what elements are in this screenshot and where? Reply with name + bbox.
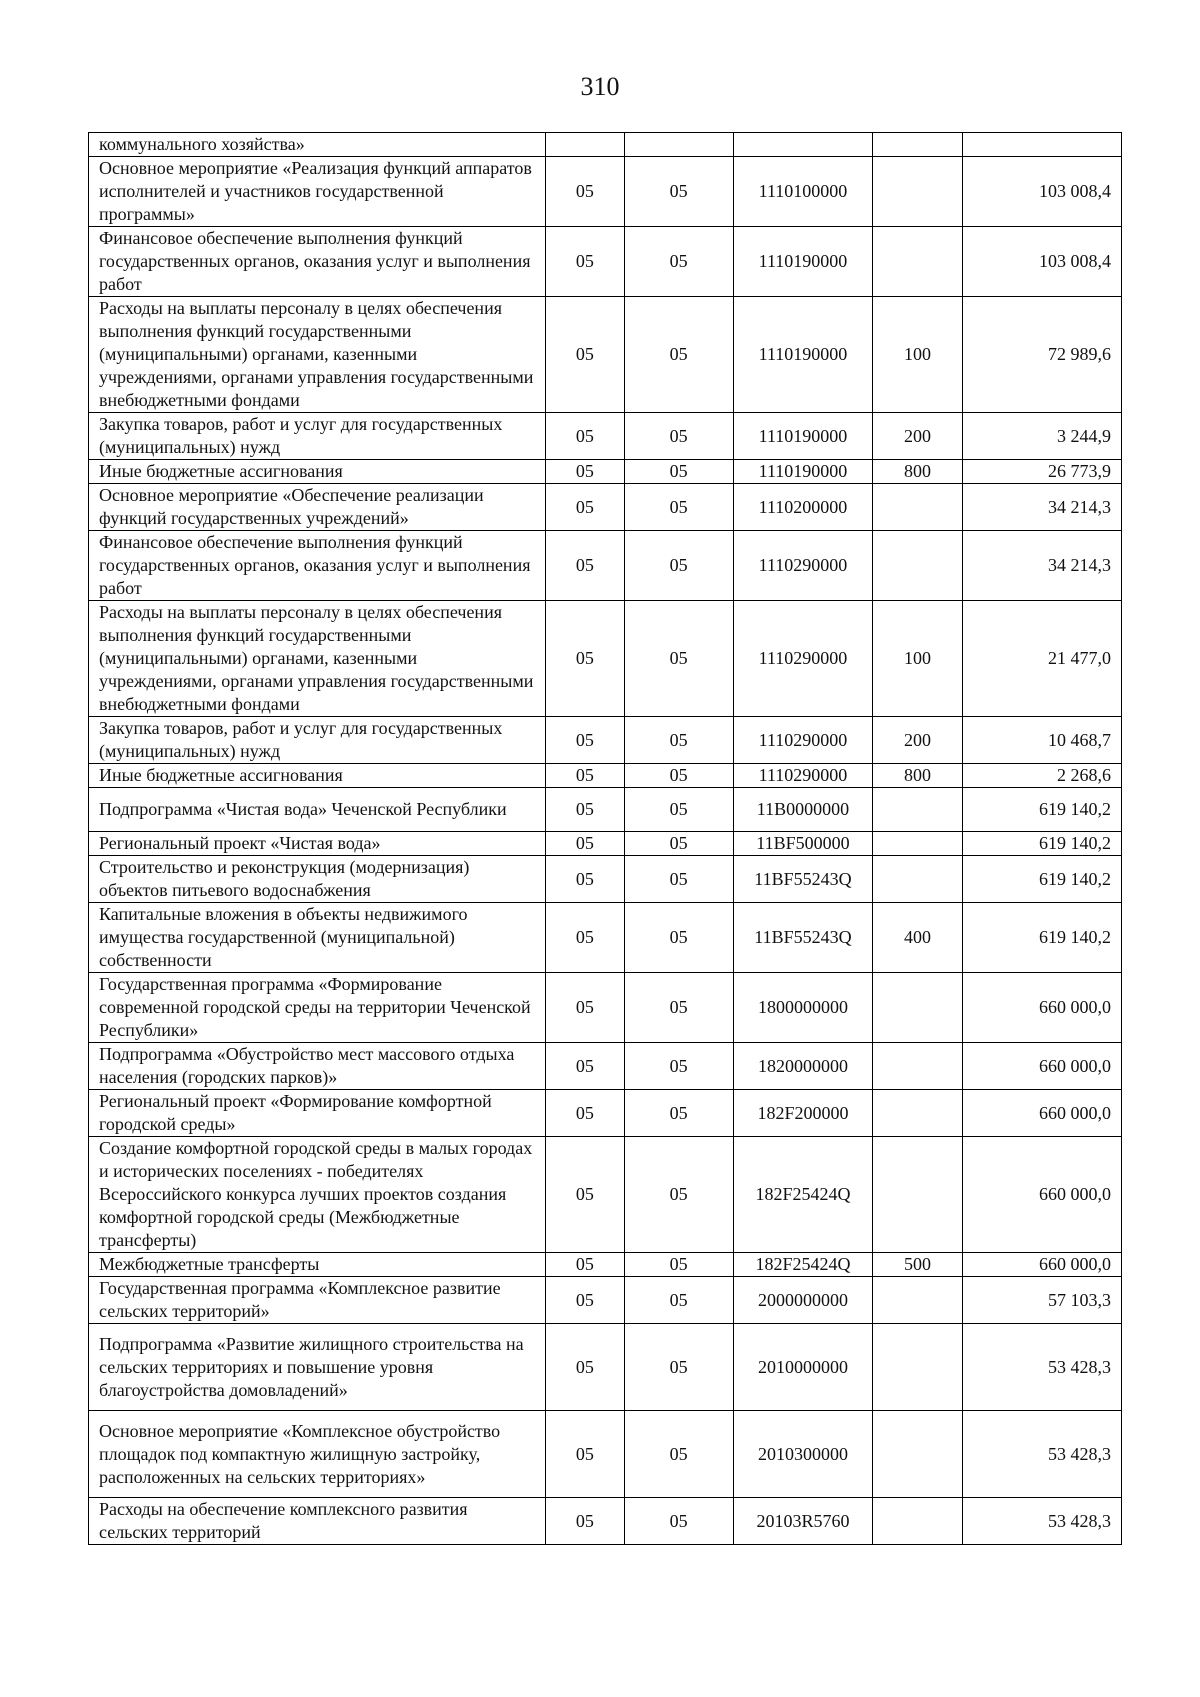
table-row <box>89 531 1122 601</box>
row-amount-cell: 619 140,2 <box>962 903 1121 973</box>
row-name-cell: Расходы на выплаты персоналу в целях обеспечения выполнения функций государственными (муниципальными) органами, казенными учреждениями, органами управления государственными внебюджетными фондами <box>89 297 546 413</box>
row-amount-cell: 26 773,9 <box>962 460 1121 484</box>
row-expense-type-cell <box>873 1411 962 1498</box>
budget-table-body <box>89 133 1122 1545</box>
table-row <box>89 1253 1122 1277</box>
row-subsection-cell: 05 <box>624 460 733 484</box>
table-row <box>89 832 1122 856</box>
row-expense-type-cell <box>873 1043 962 1090</box>
row-section-cell: 05 <box>546 1137 625 1253</box>
row-subsection-cell: 05 <box>624 413 733 460</box>
row-expense-type-cell <box>873 1090 962 1137</box>
row-target-article-cell: 1110290000 <box>733 717 873 764</box>
row-expense-type-cell <box>873 133 962 157</box>
row-subsection-cell: 05 <box>624 764 733 788</box>
row-subsection-cell: 05 <box>624 1411 733 1498</box>
row-name-cell: Капитальные вложения в объекты недвижимого имущества государственной (муниципальной) собственности <box>89 903 546 973</box>
budget-table <box>88 132 1122 1545</box>
row-target-article-cell: 11ВF55243Q <box>733 856 873 903</box>
row-target-article-cell: 1110100000 <box>733 157 873 227</box>
row-amount-cell: 660 000,0 <box>962 1137 1121 1253</box>
row-expense-type-cell <box>873 832 962 856</box>
row-amount-cell: 72 989,6 <box>962 297 1121 413</box>
row-target-article-cell: 1110200000 <box>733 484 873 531</box>
table-row <box>89 903 1122 973</box>
row-target-article-cell: 182F25424Q <box>733 1137 873 1253</box>
row-amount-cell: 103 008,4 <box>962 157 1121 227</box>
row-name-cell: Региональный проект «Формирование комфортной городской среды» <box>89 1090 546 1137</box>
row-subsection-cell: 05 <box>624 832 733 856</box>
row-target-article-cell: 1110290000 <box>733 531 873 601</box>
row-amount-cell: 57 103,3 <box>962 1277 1121 1324</box>
row-target-article-cell: 11ВF55243Q <box>733 903 873 973</box>
row-section-cell: 05 <box>546 460 625 484</box>
row-target-article-cell: 2000000000 <box>733 1277 873 1324</box>
row-section-cell: 05 <box>546 717 625 764</box>
row-section-cell: 05 <box>546 157 625 227</box>
table-row <box>89 1043 1122 1090</box>
row-subsection-cell: 05 <box>624 1324 733 1411</box>
table-row <box>89 856 1122 903</box>
row-name-cell: коммунального хозяйства» <box>89 133 546 157</box>
row-amount-cell <box>962 133 1121 157</box>
table-row <box>89 1498 1122 1545</box>
row-section-cell: 05 <box>546 788 625 832</box>
row-amount-cell: 619 140,2 <box>962 856 1121 903</box>
row-section-cell: 05 <box>546 531 625 601</box>
row-expense-type-cell <box>873 1277 962 1324</box>
row-name-cell: Финансовое обеспечение выполнения функций государственных органов, оказания услуг и выполнения работ <box>89 531 546 601</box>
row-name-cell: Иные бюджетные ассигнования <box>89 460 546 484</box>
row-expense-type-cell <box>873 1324 962 1411</box>
row-amount-cell: 660 000,0 <box>962 1043 1121 1090</box>
table-row <box>89 1324 1122 1411</box>
table-row <box>89 413 1122 460</box>
row-expense-type-cell <box>873 973 962 1043</box>
row-name-cell: Основное мероприятие «Комплексное обустройство площадок под компактную жилищную застройку, расположенных на сельских территориях» <box>89 1411 546 1498</box>
row-amount-cell: 34 214,3 <box>962 531 1121 601</box>
row-subsection-cell: 05 <box>624 297 733 413</box>
row-expense-type-cell <box>873 531 962 601</box>
row-expense-type-cell: 400 <box>873 903 962 973</box>
row-name-cell: Региональный проект «Чистая вода» <box>89 832 546 856</box>
table-row <box>89 133 1122 157</box>
row-amount-cell: 53 428,3 <box>962 1498 1121 1545</box>
row-target-article-cell: 182F200000 <box>733 1090 873 1137</box>
table-row <box>89 1411 1122 1498</box>
row-target-article-cell: 1110290000 <box>733 764 873 788</box>
row-expense-type-cell <box>873 1137 962 1253</box>
table-row <box>89 1137 1122 1253</box>
row-section-cell: 05 <box>546 413 625 460</box>
row-subsection-cell: 05 <box>624 788 733 832</box>
row-subsection-cell: 05 <box>624 531 733 601</box>
row-subsection-cell: 05 <box>624 601 733 717</box>
row-target-article-cell: 20103R5760 <box>733 1498 873 1545</box>
row-name-cell: Строительство и реконструкция (модернизация) объектов питьевого водоснабжения <box>89 856 546 903</box>
row-expense-type-cell: 800 <box>873 764 962 788</box>
row-amount-cell: 660 000,0 <box>962 973 1121 1043</box>
row-name-cell: Подпрограмма «Обустройство мест массового отдыха населения (городских парков)» <box>89 1043 546 1090</box>
row-subsection-cell: 05 <box>624 227 733 297</box>
row-subsection-cell: 05 <box>624 1043 733 1090</box>
row-expense-type-cell <box>873 1498 962 1545</box>
row-amount-cell: 660 000,0 <box>962 1253 1121 1277</box>
table-row <box>89 297 1122 413</box>
row-subsection-cell: 05 <box>624 1090 733 1137</box>
row-amount-cell: 103 008,4 <box>962 227 1121 297</box>
row-amount-cell: 34 214,3 <box>962 484 1121 531</box>
row-section-cell: 05 <box>546 1411 625 1498</box>
row-section-cell: 05 <box>546 227 625 297</box>
row-subsection-cell: 05 <box>624 157 733 227</box>
row-section-cell: 05 <box>546 1277 625 1324</box>
row-amount-cell: 53 428,3 <box>962 1411 1121 1498</box>
row-subsection-cell: 05 <box>624 1137 733 1253</box>
table-row <box>89 973 1122 1043</box>
table-row <box>89 460 1122 484</box>
row-amount-cell: 10 468,7 <box>962 717 1121 764</box>
row-amount-cell: 21 477,0 <box>962 601 1121 717</box>
table-row <box>89 157 1122 227</box>
row-target-article-cell: 1110190000 <box>733 297 873 413</box>
row-target-article-cell: 1110190000 <box>733 227 873 297</box>
row-section-cell <box>546 133 625 157</box>
row-target-article-cell: 182F25424Q <box>733 1253 873 1277</box>
row-name-cell: Закупка товаров, работ и услуг для государственных (муниципальных) нужд <box>89 717 546 764</box>
row-section-cell: 05 <box>546 1043 625 1090</box>
row-target-article-cell: 1820000000 <box>733 1043 873 1090</box>
row-name-cell: Расходы на обеспечение комплексного развития сельских территорий <box>89 1498 546 1545</box>
table-row <box>89 227 1122 297</box>
table-row <box>89 1277 1122 1324</box>
row-amount-cell: 2 268,6 <box>962 764 1121 788</box>
row-subsection-cell: 05 <box>624 717 733 764</box>
row-expense-type-cell: 500 <box>873 1253 962 1277</box>
row-expense-type-cell: 100 <box>873 297 962 413</box>
row-section-cell: 05 <box>546 1498 625 1545</box>
row-section-cell: 05 <box>546 973 625 1043</box>
row-target-article-cell <box>733 133 873 157</box>
row-expense-type-cell: 200 <box>873 413 962 460</box>
row-subsection-cell <box>624 133 733 157</box>
row-target-article-cell: 1110190000 <box>733 460 873 484</box>
row-target-article-cell: 11ВF500000 <box>733 832 873 856</box>
row-name-cell: Расходы на выплаты персоналу в целях обеспечения выполнения функций государственными (муниципальными) органами, казенными учреждениями, органами управления государственными внебюджетными фондами <box>89 601 546 717</box>
row-name-cell: Основное мероприятие «Реализация функций аппаратов исполнителей и участников государственной программы» <box>89 157 546 227</box>
row-section-cell: 05 <box>546 1090 625 1137</box>
row-subsection-cell: 05 <box>624 903 733 973</box>
row-section-cell: 05 <box>546 764 625 788</box>
row-expense-type-cell: 200 <box>873 717 962 764</box>
table-row <box>89 764 1122 788</box>
row-section-cell: 05 <box>546 601 625 717</box>
row-subsection-cell: 05 <box>624 1498 733 1545</box>
row-expense-type-cell <box>873 157 962 227</box>
row-name-cell: Государственная программа «Комплексное развитие сельских территорий» <box>89 1277 546 1324</box>
row-subsection-cell: 05 <box>624 484 733 531</box>
row-subsection-cell: 05 <box>624 856 733 903</box>
table-row <box>89 601 1122 717</box>
row-section-cell: 05 <box>546 1253 625 1277</box>
row-section-cell: 05 <box>546 903 625 973</box>
row-expense-type-cell: 100 <box>873 601 962 717</box>
row-target-article-cell: 1110290000 <box>733 601 873 717</box>
row-target-article-cell: 2010300000 <box>733 1411 873 1498</box>
row-amount-cell: 660 000,0 <box>962 1090 1121 1137</box>
row-section-cell: 05 <box>546 297 625 413</box>
row-name-cell: Иные бюджетные ассигнования <box>89 764 546 788</box>
row-section-cell: 05 <box>546 856 625 903</box>
table-row <box>89 484 1122 531</box>
table-row <box>89 788 1122 832</box>
page-number: 310 <box>580 72 620 101</box>
row-subsection-cell: 05 <box>624 1277 733 1324</box>
table-row <box>89 717 1122 764</box>
row-subsection-cell: 05 <box>624 1253 733 1277</box>
row-target-article-cell: 2010000000 <box>733 1324 873 1411</box>
row-amount-cell: 619 140,2 <box>962 788 1121 832</box>
row-name-cell: Основное мероприятие «Обеспечение реализации функций государственных учреждений» <box>89 484 546 531</box>
row-target-article-cell: 1110190000 <box>733 413 873 460</box>
row-expense-type-cell: 800 <box>873 460 962 484</box>
row-amount-cell: 619 140,2 <box>962 832 1121 856</box>
row-name-cell: Финансовое обеспечение выполнения функций государственных органов, оказания услуг и выполнения работ <box>89 227 546 297</box>
row-target-article-cell: 11В0000000 <box>733 788 873 832</box>
row-name-cell: Подпрограмма «Чистая вода» Чеченской Республики <box>89 788 546 832</box>
row-expense-type-cell <box>873 856 962 903</box>
row-name-cell: Государственная программа «Формирование современной городской среды на территории Чеченской Республики» <box>89 973 546 1043</box>
table-row <box>89 1090 1122 1137</box>
row-amount-cell: 3 244,9 <box>962 413 1121 460</box>
row-section-cell: 05 <box>546 1324 625 1411</box>
row-expense-type-cell <box>873 484 962 531</box>
row-section-cell: 05 <box>546 484 625 531</box>
row-target-article-cell: 1800000000 <box>733 973 873 1043</box>
row-section-cell: 05 <box>546 832 625 856</box>
row-name-cell: Создание комфортной городской среды в малых городах и исторических поселениях - победителях Всероссийского конкурса лучших проектов создания комфортной городской среды (Межбюджетные трансферты) <box>89 1137 546 1253</box>
row-amount-cell: 53 428,3 <box>962 1324 1121 1411</box>
row-expense-type-cell <box>873 227 962 297</box>
row-subsection-cell: 05 <box>624 973 733 1043</box>
row-name-cell: Подпрограмма «Развитие жилищного строительства на сельских территориях и повышение уровня благоустройства домовладений» <box>89 1324 546 1411</box>
row-expense-type-cell <box>873 788 962 832</box>
row-name-cell: Закупка товаров, работ и услуг для государственных (муниципальных) нужд <box>89 413 546 460</box>
row-name-cell: Межбюджетные трансферты <box>89 1253 546 1277</box>
